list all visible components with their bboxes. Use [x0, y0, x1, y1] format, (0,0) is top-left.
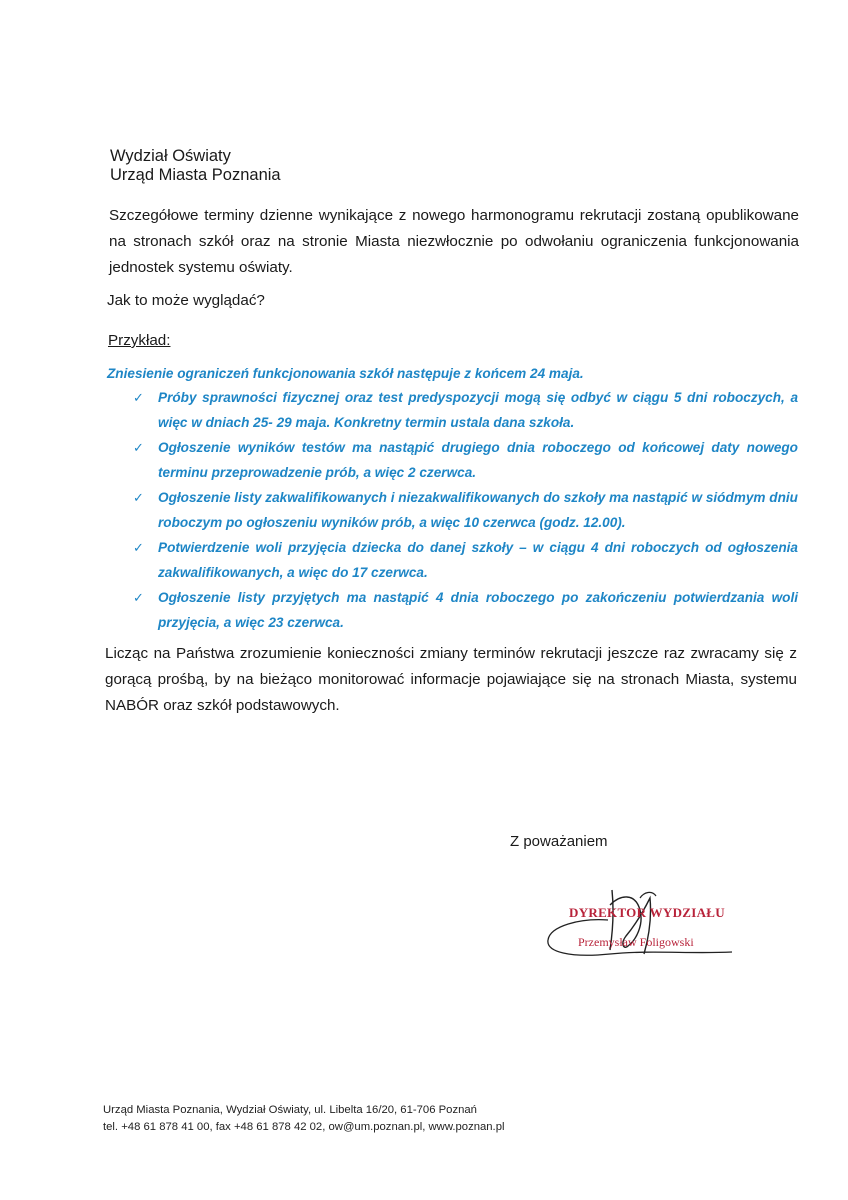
- closing-paragraph: Licząc na Państwa zrozumienie konieczności zmiany terminów rekrutacji jeszcze raz zwracamy się z gorącą prośbą, by na bieżąco monitorować informacje pojawiające się na stronach Miasta, systemu NABÓR oraz szkół podstawowych.: [105, 645, 797, 714]
- intro-paragraph: Szczegółowe terminy dzienne wynikające z nowego harmonogramu rekrutacji zostaną opublikowane na stronach szkół oraz na stronie Miasta niezwłocznie po odwołaniu ograniczenia funkcjonowania jednostek systemu oświaty.: [109, 207, 799, 276]
- example-item: [133, 485, 798, 535]
- example-item: [133, 535, 798, 585]
- check-icon: ✓: [133, 590, 144, 605]
- check-icon: ✓: [133, 440, 144, 455]
- example-lead: Zniesienie ograniczeń funkcjonowania szkół następuje z końcem 24 maja.: [107, 366, 584, 381]
- example-item-text: Ogłoszenie listy zakwalifikowanych i niezakwalifikowanych do szkoły ma nastąpić w siódmym dniu roboczym po ogłoszeniu wyników prób, a więc 10 czerwca (godz. 12.00).: [158, 490, 798, 530]
- check-icon: ✓: [133, 490, 144, 505]
- office-name: Urząd Miasta Poznania: [110, 166, 281, 184]
- example-item: [133, 385, 798, 435]
- example-item-text: Próby sprawności fizycznej oraz test predyspozycji mogą się odbyć w ciągu 5 dni roboczych, a więc w dniach 25- 29 maja. Konkretny termin ustala dana szkoła.: [158, 390, 798, 430]
- footer-address: Urząd Miasta Poznania, Wydział Oświaty, ul. Libelta 16/20, 61-706 Poznań: [103, 1104, 477, 1116]
- department-name: Wydział Oświaty: [110, 147, 231, 165]
- regards-line: Z poważaniem: [510, 833, 608, 850]
- example-item-text: Ogłoszenie wyników testów ma nastąpić drugiego dnia roboczego od końcowej daty nowego terminu przeprowadzenie prób, a więc 2 czerwca.: [158, 440, 798, 480]
- stamp-title: DYREKTOR WYDZIAŁU: [569, 905, 725, 920]
- example-heading: Przykład:: [108, 332, 171, 349]
- check-icon: ✓: [133, 390, 144, 405]
- check-icon: ✓: [133, 540, 144, 555]
- footer-contact: tel. +48 61 878 41 00, fax +48 61 878 42 02, ow@um.poznan.pl, www.poznan.pl: [103, 1121, 505, 1133]
- question-line: Jak to może wyglądać?: [107, 292, 265, 309]
- example-item-text: Ogłoszenie listy przyjętych ma nastąpić 4 dnia roboczego po zakończeniu potwierdzania woli przyjęcia, a więc 23 czerwca.: [158, 590, 798, 630]
- handwritten-signature: [540, 880, 740, 970]
- example-item: [133, 585, 798, 635]
- example-item: [133, 435, 798, 485]
- signature-block: [540, 880, 740, 970]
- example-item-text: Potwierdzenie woli przyjęcia dziecka do danej szkoły – w ciągu 4 dni roboczych od ogłoszenia zakwalifikowanych, a więc do 17 czerwca.: [158, 540, 798, 580]
- stamp-name: Przemysław Foligowski: [578, 935, 694, 949]
